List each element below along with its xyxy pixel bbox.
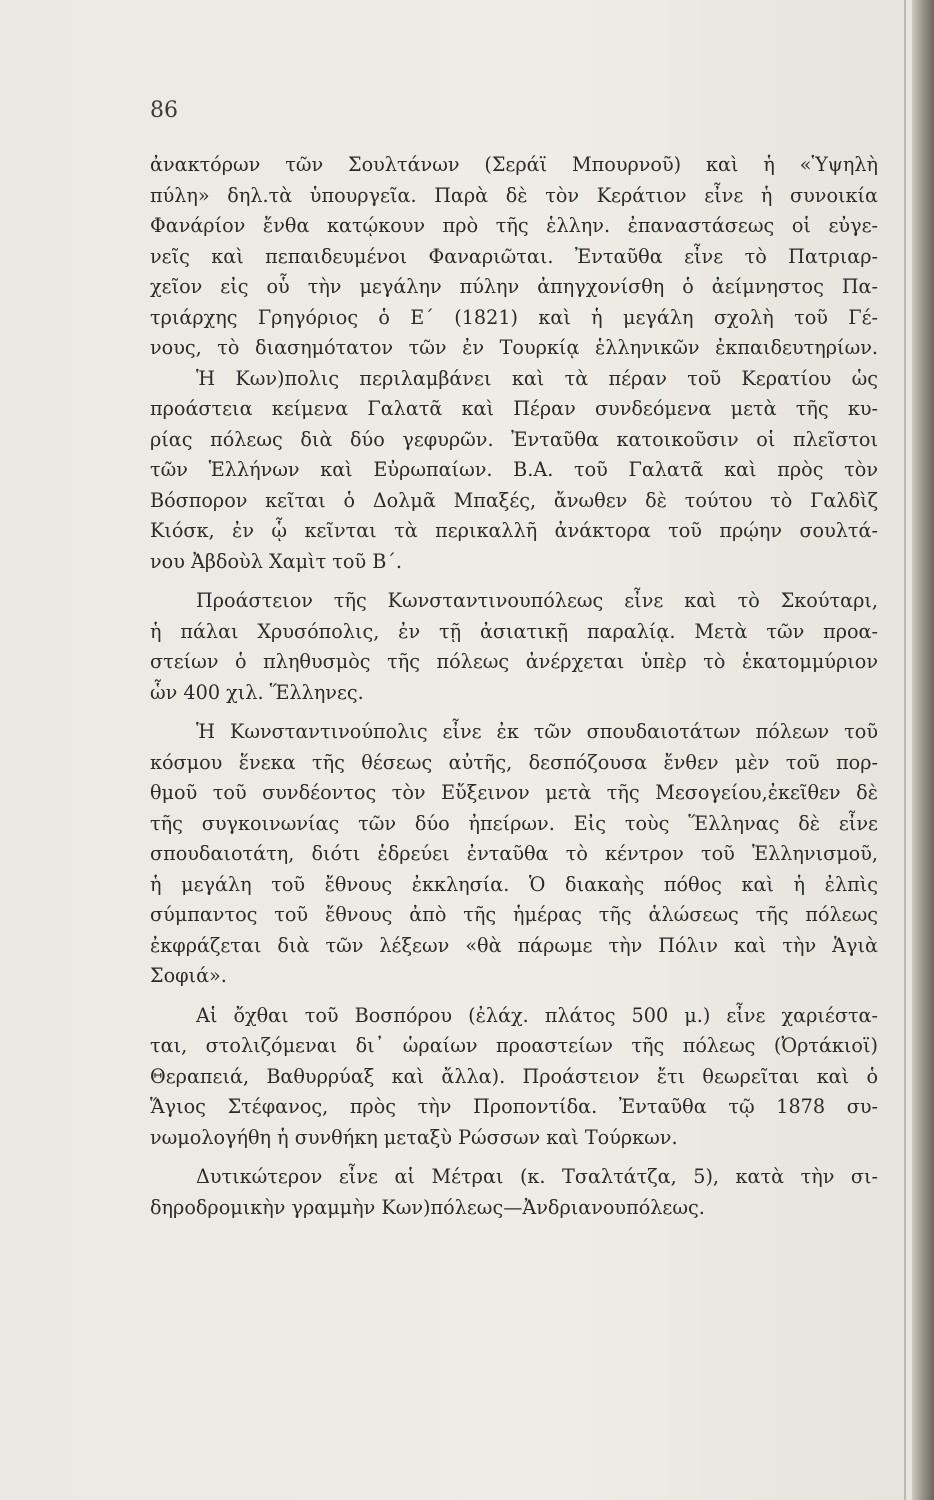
- text-line: Σοφιά».: [150, 964, 227, 987]
- paragraph-2: [150, 364, 878, 578]
- text-line: Κιόσκ, ἐν ᾧ κεῖνται τὰ περικαλλῆ ἀνάκτορα τοῦ πρῴην σουλτά-: [150, 519, 878, 542]
- text-line: πύλη» δηλ.τὰ ὑπουργεῖα. Παρὰ δὲ τὸν Κεράτιον εἶνε ἡ συνοικία: [150, 183, 878, 207]
- paragraph-gap: [150, 992, 878, 1001]
- text-line: Βόσπορον κεῖται ὁ Δολμᾶ Μπαξές, ἄνωθεν δὲ τούτου τὸ Γαλδὶζ: [150, 488, 878, 512]
- text-line: νωμολογήθη ἡ συνθήκη μεταξὺ Ρώσσων καὶ Τούρκων.: [150, 1125, 678, 1149]
- text-line: Ἡ Κων)πολις περιλαμβάνει καὶ τὰ πέραν τοῦ Κερατίου ὡς: [196, 366, 878, 390]
- paragraph-3: [150, 586, 878, 708]
- text-line: χεῖον εἰς οὗ τὴν μεγάλην πύλην ἀπηγχονίσθη ὁ ἀείμνηστος Πα-: [150, 275, 878, 298]
- paragraph-gap: [150, 708, 878, 717]
- text-line: δηροδρομικὴν γραμμὴν Κων)πόλεως—Ἀνδριανουπόλεως.: [150, 1195, 705, 1219]
- text-line: ται, στολιζόμεναι δι᾽ ὡραίων προαστείων τῆς πόλεως (Ὀρτάκιοϊ): [150, 1034, 878, 1057]
- binding-gutter: [912, 0, 934, 1500]
- paragraph-gap: [150, 577, 878, 586]
- text-line: ἡ μεγάλη τοῦ ἔθνους ἐκκλησία. Ὁ διακαὴς πόθος καὶ ἡ ἐλπὶς: [150, 872, 878, 896]
- text-line: τριάρχης Γρηγόριος ὁ Ε΄ (1821) καὶ ἡ μεγάλη σχολὴ τοῦ Γέ-: [150, 305, 878, 329]
- body-text: [150, 150, 878, 1223]
- text-line: Δυτικώτερον εἶνε αἱ Μέτραι (κ. Τσαλτάτζα, 5), κατὰ τὴν σι-: [196, 1165, 878, 1188]
- page-number: 86: [150, 98, 178, 123]
- paragraph-gap: [150, 1153, 878, 1162]
- text-line: τῶν Ἑλλήνων καὶ Εὐρωπαίων. Β.Α. τοῦ Γαλατᾶ καὶ πρὸς τὸν: [150, 458, 878, 481]
- text-line: ἡ πάλαι Χρυσόπολις, ἐν τῇ ἀσιατικῇ παραλίᾳ. Μετὰ τῶν προα-: [150, 619, 878, 643]
- text-line: ρίας πόλεως διὰ δύο γεφυρῶν. Ἐνταῦθα κατοικοῦσιν οἱ πλεῖστοι: [150, 427, 878, 451]
- text-line: Προάστειον τῆς Κωνσταντινουπόλεως εἶνε καὶ τὸ Σκούταρι,: [196, 589, 878, 612]
- text-line: τῆς συγκοινωνίας τῶν δύο ἠπείρων. Εἰς τοὺς Ἕλληνας δὲ εἶνε: [150, 811, 878, 835]
- text-line: ἀνακτόρων τῶν Σουλτάνων (Σεράϊ Μπουρνοῦ) καὶ ἡ «Ὑψηλὴ: [150, 153, 878, 176]
- text-line: Φανάρίον ἔνθα κατῴκουν πρὸ τῆς ἑλλην. ἐπαναστάσεως οἱ εὐγε-: [150, 214, 878, 237]
- text-line: νεῖς καὶ πεπαιδευμένοι Φαναριῶται. Ἐνταῦθα εἶνε τὸ Πατριαρ-: [150, 244, 878, 268]
- text-line: ὧν 400 χιλ. Ἕλληνες.: [150, 680, 364, 704]
- text-line: νους, τὸ διασημότατον τῶν ἐν Τουρκίᾳ ἑλληνικῶν ἐκπαιδευτηρίων.: [150, 336, 878, 359]
- page-edge-line: [904, 0, 906, 1500]
- text-line: σύμπαντος τοῦ ἔθνους ἀπὸ τῆς ἡμέρας τῆς ἁλώσεως τῆς πόλεως: [150, 903, 878, 926]
- text-line: στείων ὁ πληθυσμὸς τῆς πόλεως ἀνέρχεται ὑπὲρ τὸ ἑκατομμύριον: [150, 650, 878, 673]
- text-line: Ἅγιος Στέφανος, πρὸς τὴν Προποντίδα. Ἐνταῦθα τῷ 1878 συ-: [150, 1095, 878, 1118]
- paragraph-5: [150, 1001, 878, 1154]
- text-line: σπουδαιοτάτη, διότι ἑδρεύει ἐνταῦθα τὸ κέντρον τοῦ Ἑλληνισμοῦ,: [150, 842, 878, 865]
- paragraph-4: [150, 717, 878, 992]
- paragraph-6: [150, 1162, 878, 1223]
- text-line: Αἱ ὄχθαι τοῦ Βοσπόρου (ἐλάχ. πλάτος 500 μ.) εἶνε χαριέστα-: [196, 1003, 878, 1027]
- text-line: Θεραπειά, Βαθυρρύαξ καὶ ἄλλα). Προάστειον ἔτι θεωρεῖται καὶ ὁ: [150, 1064, 878, 1088]
- text-line: νου Ἀβδοὺλ Χαμὶτ τοῦ Β΄.: [150, 549, 403, 573]
- text-line: προάστεια κείμενα Γαλατᾶ καὶ Πέραν συνδεόμενα μετὰ τῆς κυ-: [150, 397, 878, 420]
- text-line: θμοῦ τοῦ συνδέοντος τὸν Εὔξεινον μετὰ τῆς Μεσογείου,ἐκεῖθεν δὲ: [150, 781, 878, 804]
- text-line: Ἡ Κωνσταντινούπολις εἶνε ἐκ τῶν σπουδαιοτάτων πόλεων τοῦ: [196, 720, 878, 743]
- text-line: κόσμου ἕνεκα τῆς θέσεως αὐτῆς, δεσπόζουσα ἔνθεν μὲν τοῦ πορ-: [150, 750, 878, 774]
- paragraph-1: [150, 150, 878, 364]
- text-line: ἐκφράζεται διὰ τῶν λέξεων «θὰ πάρωμε τὴν Πόλιν καὶ τὴν Ἁγιὰ: [150, 933, 878, 957]
